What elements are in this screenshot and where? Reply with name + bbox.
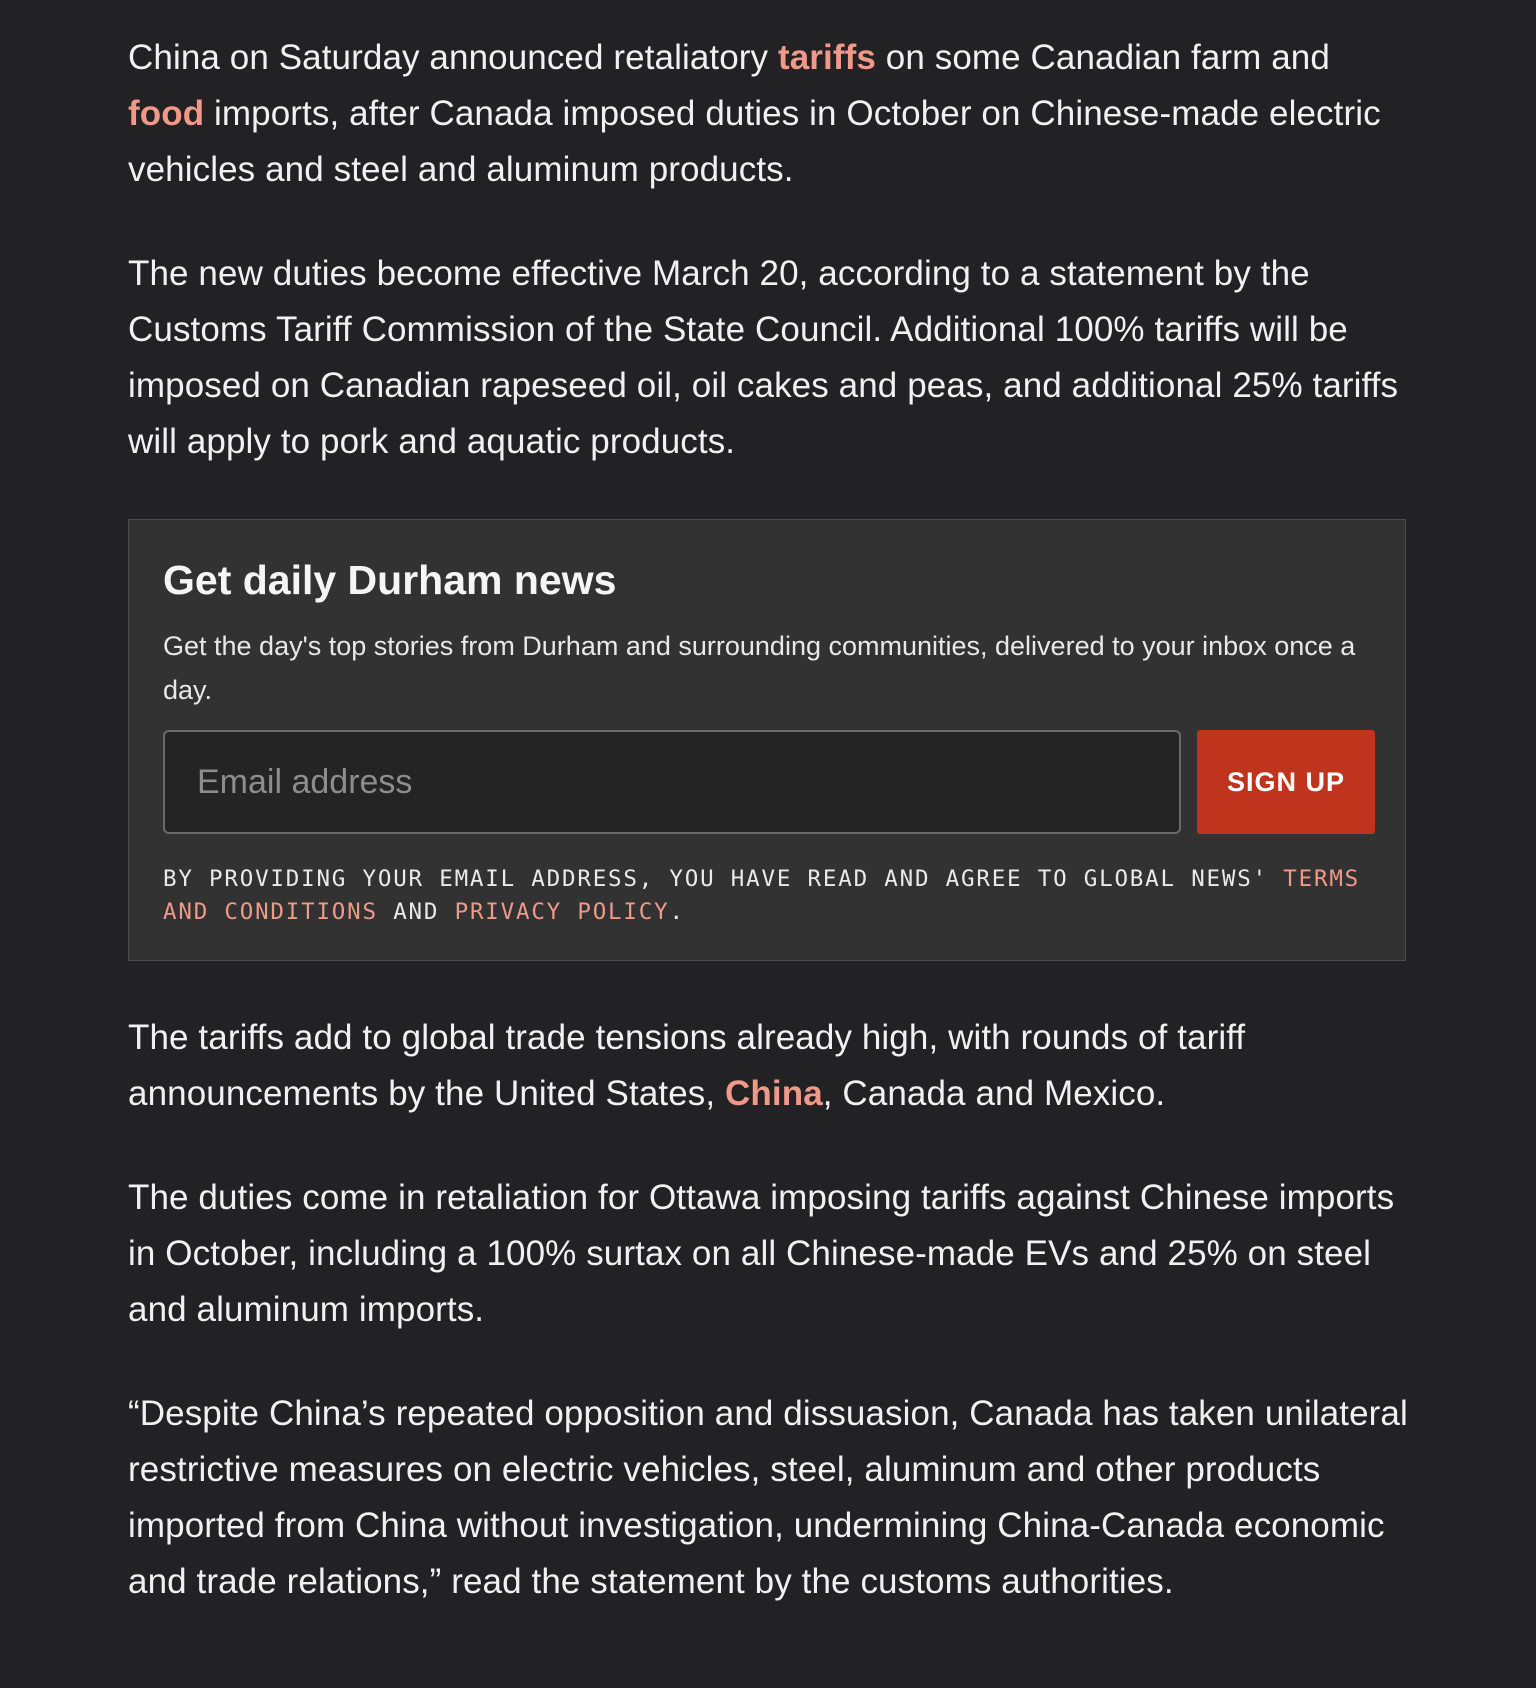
newsletter-title: Get daily Durham news bbox=[163, 557, 617, 603]
article-paragraph-2: The new duties become effective March 20, according to a statement by the Customs Tariff Commission of the State Council. Additional 100% tariffs will be imposed on Canadian rapeseed oil, oil cakes and peas, and additional 25% tariffs will apply to pork and aquatic products. bbox=[128, 254, 1399, 461]
paragraph-1-text-c: imports, after Canada imposed duties in October on Chinese-made electric vehicles and steel and aluminum products. bbox=[128, 94, 1381, 189]
newsletter-signup-box bbox=[128, 519, 1406, 961]
legal-text-prefix: BY PROVIDING YOUR EMAIL ADDRESS, YOU HAVE READ AND AGREE TO GLOBAL NEWS' bbox=[163, 866, 1284, 892]
paragraph-1-text-a: China on Saturday announced retaliatory bbox=[128, 38, 778, 77]
paragraph-3-text-a: The tariffs add to global trade tensions already high, with rounds of tariff announcements by the United States, bbox=[128, 1018, 1246, 1113]
paragraph-3-text-b: , Canada and Mexico. bbox=[822, 1074, 1166, 1113]
paragraph-1-text-b: on some Canadian farm and bbox=[875, 38, 1330, 77]
legal-text-suffix: . bbox=[669, 899, 685, 925]
sign-up-button[interactable]: SIGN UP bbox=[1197, 730, 1375, 834]
china-link[interactable]: China bbox=[725, 1074, 823, 1113]
food-link[interactable]: food bbox=[128, 94, 205, 133]
newsletter-description: Get the day's top stories from Durham and surrounding communities, delivered to your inbox once a day. bbox=[163, 631, 1356, 705]
legal-text-middle: AND bbox=[377, 899, 455, 925]
terms-and-conditions-link[interactable]: TERMS AND CONDITIONS bbox=[163, 866, 1361, 925]
article-paragraph-4: The duties come in retaliation for Ottawa imposing tariffs against Chinese imports in October, including a 100% surtax on all Chinese-made EVs and 25% on steel and aluminum imports. bbox=[128, 1178, 1395, 1329]
article-paragraph-3 bbox=[128, 1010, 1408, 1122]
privacy-policy-link[interactable]: PRIVACY POLICY bbox=[454, 899, 670, 925]
email-input[interactable] bbox=[163, 730, 1181, 834]
article-paragraph-1 bbox=[128, 30, 1408, 198]
article-paragraph-5: “Despite China’s repeated opposition and dissuasion, Canada has taken unilateral restrictive measures on electric vehicles, steel, aluminum and other products imported from China without investigation, undermining China-Canada economic and trade relations,” read the statement by the customs authorities. bbox=[128, 1394, 1408, 1601]
tariffs-link[interactable]: tariffs bbox=[777, 38, 876, 77]
legal-notice bbox=[163, 863, 1383, 929]
